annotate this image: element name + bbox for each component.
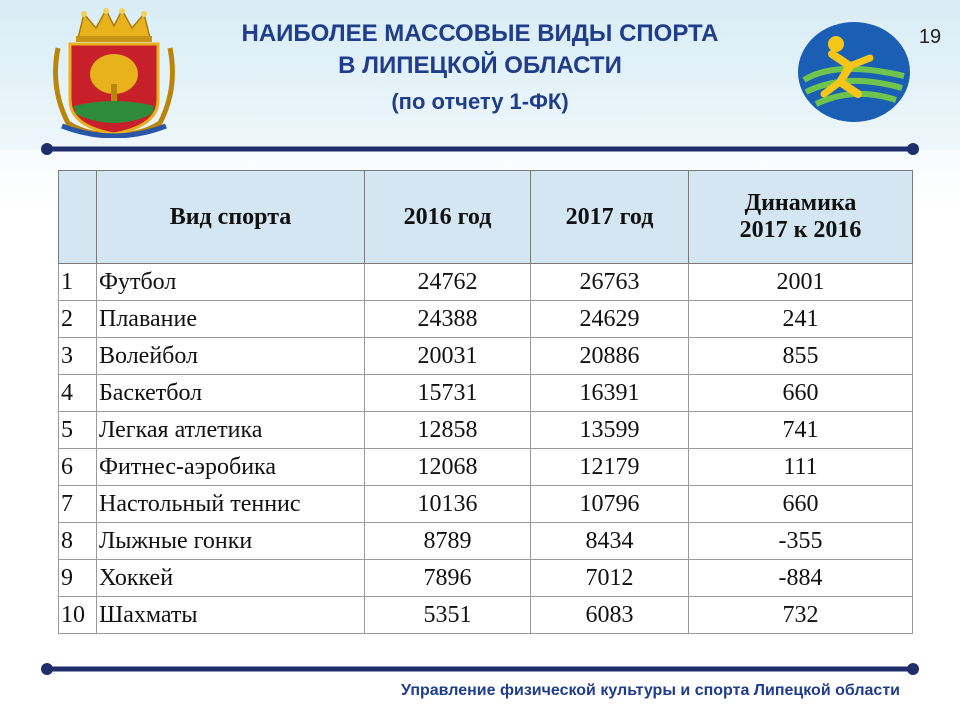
row-2016: 24762 <box>365 264 531 301</box>
header-dynamics-line1: Динамика <box>744 190 857 216</box>
table-row <box>59 301 913 338</box>
row-index: 8 <box>59 523 97 560</box>
row-2017: 16391 <box>531 375 689 412</box>
table-row <box>59 338 913 375</box>
row-sport: Хоккей <box>97 560 365 597</box>
header-index <box>59 171 97 264</box>
table-row <box>59 597 913 634</box>
row-dynamics: 660 <box>689 375 913 412</box>
bottom-divider <box>40 662 920 676</box>
row-sport: Шахматы <box>97 597 365 634</box>
row-index: 6 <box>59 449 97 486</box>
row-dynamics: -355 <box>689 523 913 560</box>
row-2017: 26763 <box>531 264 689 301</box>
row-2016: 12068 <box>365 449 531 486</box>
row-2016: 12858 <box>365 412 531 449</box>
table-row <box>59 449 913 486</box>
row-sport: Футбол <box>97 264 365 301</box>
row-dynamics: 741 <box>689 412 913 449</box>
row-2017: 6083 <box>531 597 689 634</box>
title-subtitle: (по отчету 1-ФК) <box>391 89 569 114</box>
row-2016: 8789 <box>365 523 531 560</box>
row-2016: 24388 <box>365 301 531 338</box>
table-row <box>59 264 913 301</box>
table-row <box>59 486 913 523</box>
row-index: 5 <box>59 412 97 449</box>
row-dynamics: 660 <box>689 486 913 523</box>
row-index: 9 <box>59 560 97 597</box>
row-dynamics: 111 <box>689 449 913 486</box>
row-sport: Плавание <box>97 301 365 338</box>
row-2017: 13599 <box>531 412 689 449</box>
header-2017: 2017 год <box>531 171 689 264</box>
table-row <box>59 375 913 412</box>
row-sport: Баскетбол <box>97 375 365 412</box>
header-sport: Вид спорта <box>97 171 365 264</box>
row-dynamics: -884 <box>689 560 913 597</box>
footer-text: Управление физической культуры и спорта Липецкой области <box>400 682 900 699</box>
row-index: 4 <box>59 375 97 412</box>
table-row <box>59 560 913 597</box>
table-header-row <box>59 171 913 264</box>
row-dynamics: 241 <box>689 301 913 338</box>
row-dynamics: 2001 <box>689 264 913 301</box>
row-2016: 15731 <box>365 375 531 412</box>
row-2016: 10136 <box>365 486 531 523</box>
row-dynamics: 732 <box>689 597 913 634</box>
row-2016: 5351 <box>365 597 531 634</box>
title-line-2: В ЛИПЕЦКОЙ ОБЛАСТИ <box>338 52 622 79</box>
sport-logo-icon <box>796 20 912 124</box>
table-row <box>59 523 913 560</box>
row-2017: 12179 <box>531 449 689 486</box>
row-2016: 20031 <box>365 338 531 375</box>
row-index: 3 <box>59 338 97 375</box>
row-2017: 24629 <box>531 301 689 338</box>
row-sport: Лыжные гонки <box>97 523 365 560</box>
header-dynamics-line2: 2017 к 2016 <box>739 217 862 243</box>
title-line-1: НАИБОЛЕЕ МАССОВЫЕ ВИДЫ СПОРТА <box>241 20 719 47</box>
row-2017: 10796 <box>531 486 689 523</box>
row-index: 7 <box>59 486 97 523</box>
row-sport: Волейбол <box>97 338 365 375</box>
row-dynamics: 855 <box>689 338 913 375</box>
row-sport: Настольный теннис <box>97 486 365 523</box>
table-row <box>59 412 913 449</box>
row-index: 10 <box>59 597 97 634</box>
top-divider <box>40 142 920 156</box>
row-2017: 8434 <box>531 523 689 560</box>
row-sport: Фитнес-аэробика <box>97 449 365 486</box>
row-2016: 7896 <box>365 560 531 597</box>
row-sport: Легкая атлетика <box>97 412 365 449</box>
row-2017: 20886 <box>531 338 689 375</box>
row-index: 2 <box>59 301 97 338</box>
page-title <box>190 18 770 122</box>
page-number: 19 <box>918 26 942 48</box>
row-index: 1 <box>59 264 97 301</box>
sports-table <box>58 170 913 634</box>
header-2016: 2016 год <box>365 171 531 264</box>
header-dynamics <box>689 171 913 264</box>
row-2017: 7012 <box>531 560 689 597</box>
coat-of-arms-icon <box>48 8 180 138</box>
